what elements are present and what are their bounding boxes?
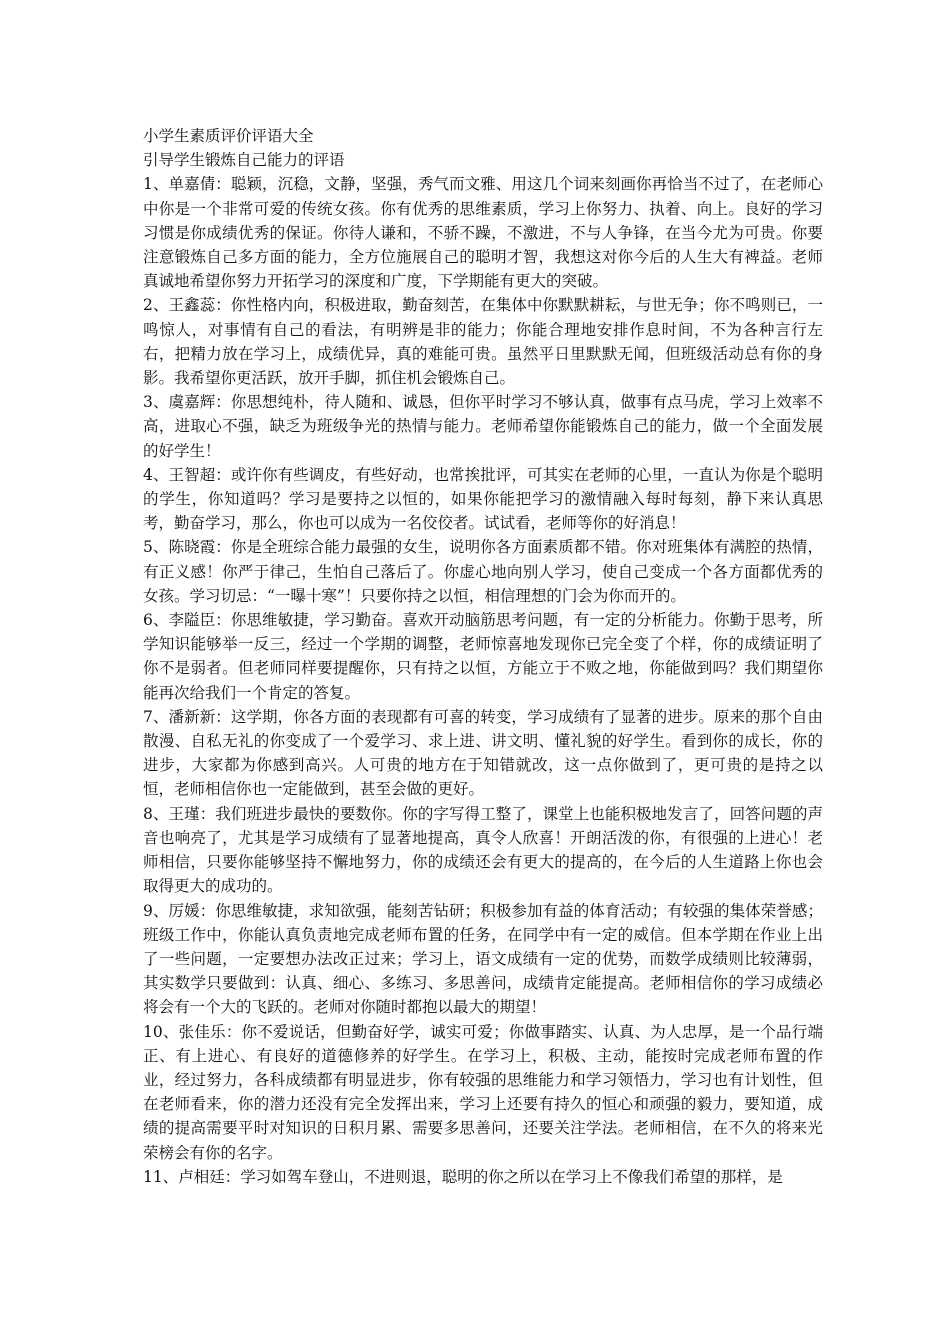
comment-entry-2: 2、王鑫蕊：你性格内向，积极进取，勤奋刻苦，在集体中你默默耕耘，与世无争；你不鸣则已，一鸣惊人，对事情有自己的看法，有明辨是非的能力；你能合理地安排作息时间，不为各种言行左右，把精力放在学习上，成绩优异，真的难能可贵。虽然平日里默默无闻，但班级活动总有你的身影。我希望你更活跃，放开手脚，抓住机会锻炼自己。: [143, 296, 823, 388]
document-body: [143, 124, 823, 1189]
document-title: 小学生素质评价评语大全: [143, 127, 314, 145]
document-subtitle: 引导学生锻炼自己能力的评语: [143, 151, 345, 170]
comment-entry-6: 6、李隘臣：你思维敏捷，学习勤奋。喜欢开动脑筋思考问题，有一定的分析能力。你勤于思考，所学知识能够举一反三，经过一个学期的调整，老师惊喜地发现你已完全变了个样，你的成绩证明了你不是弱者。但老师同样要提醒你，只有持之以恒，方能立于不败之地，你能做到吗？我们期望你能再次给我们一个肯定的答复。: [143, 611, 823, 702]
comment-entry-8: 8、王瑾：我们班进步最快的要数你。你的字写得工整了，课堂上也能积极地发言了，回答问题的声音也响亮了，尤其是学习成绩有了显著地提高，真令人欣喜！开朗活泼的你，有很强的上进心！老师相信，只要你能够坚持不懈地努力，你的成绩还会有更大的提高的，在今后的人生道路上你也会取得更大的成功的。: [143, 804, 823, 896]
comment-entry-1: 1、单嘉倩：聪颖，沉稳，文静，坚强，秀气而文雅、用这几个词来刻画你再恰当不过了，在老师心中你是一个非常可爱的传统女孩。你有优秀的思维素质，学习上你努力、执着、向上。良好的学习习惯是你成绩优秀的保证。你待人谦和，不骄不躁，不激进，不与人争锋，在当今尤为可贵。你要注意锻炼自己多方面的能力，全方位施展自己的聪明才智，我想这对你今后的人生大有裨益。老师真诚地希望你努力开拓学习的深度和广度，下学期能有更大的突破。: [143, 175, 823, 291]
comment-entry-3: 3、虞嘉辉：你思想纯朴，待人随和、诚恳，但你平时学习不够认真，做事有点马虎，学习上效率不高，进取心不强，缺乏为班级争光的热情与能力。老师希望你能锻炼自己的能力，做一个全面发展的好学生！: [143, 393, 823, 460]
comment-entry-9: 9、厉媛：你思维敏捷，求知欲强，能刻苦钻研；积极参加有益的体育活动；有较强的集体荣誉感；班级工作中，你能认真负责地完成老师布置的任务，在同学中有一定的威信。但本学期在作业上出了一些问题，一定要想办法改正过来；学习上，语文成绩有一定的优势，而数学成绩则比较薄弱，其实数学只要做到：认真、细心、多练习、多思善问，成绩肯定能提高。老师相信你的学习成绩必将会有一个大的飞跃的。老师对你随时都抱以最大的期望！: [143, 901, 823, 1017]
comment-entry-11: 11、卢相廷：学习如驾车登山，不进则退，聪明的你之所以在学习上不像我们希望的那样，是: [143, 1167, 783, 1186]
comment-entry-4: 4、王智超：或许你有些调皮，有些好动，也常挨批评，可其实在老师的心里，一直认为你是个聪明的学生，你知道吗？学习是要持之以恒的，如果你能把学习的激情融入每时每刻，静下来认真思考，勤奋学习，那么，你也可以成为一名佼佼者。试试看，老师等你的好消息！: [143, 465, 823, 533]
comment-entry-10: 10、张佳乐：你不爱说话，但勤奋好学，诚实可爱；你做事踏实、认真、为人忠厚，是一个品行端正、有上进心、有良好的道德修养的好学生。在学习上，积极、主动，能按时完成老师布置的作业，经过努力，各科成绩都有明显进步，你有较强的思维能力和学习领悟力，学习也有计划性，但在老师看来，你的潜力还没有完全发挥出来，学习上还要有持久的恒心和顽强的毅力，要知道，成绩的提高需要平时对知识的日积月累、需要多思善问，还要关注学法。老师相信，在不久的将来光荣榜会有你的名字。: [143, 1022, 823, 1162]
comment-entry-7: 7、潘新新：这学期，你各方面的表现都有可喜的转变，学习成绩有了显著的进步。原来的那个自由散漫、自私无礼的你变成了一个爱学习、求上进、讲文明、懂礼貌的好学生。看到你的成长，你的进步，大家都为你感到高兴。人可贵的地方在于知错就改，这一点你做到了，更可贵的是持之以恒，老师相信你也一定能做到，甚至会做的更好。: [143, 707, 823, 799]
comment-entry-5: 5、陈晓霞：你是全班综合能力最强的女生，说明你各方面素质都不错。你对班集体有满腔的热情，有正义感！你严于律己，生怕自己落后了。你虚心地向别人学习，使自己变成一个各方面都优秀的女孩。学习切忌：“一曝十寒”！只要你持之以恒，相信理想的门会为你而开的。: [143, 538, 823, 605]
